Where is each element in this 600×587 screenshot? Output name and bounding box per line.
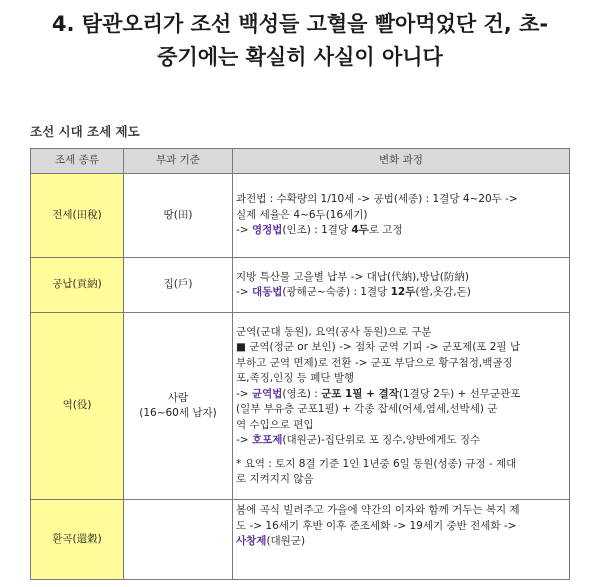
change-line (236, 356, 565, 372)
change-text: 실제 세율은 4~6두(16세기) (236, 208, 368, 221)
law-name: 영정법 (251, 224, 283, 237)
change-text: (대원군) (266, 535, 306, 547)
change-text: -> (236, 387, 252, 400)
tax-kind-cell: 환곡(還穀) (31, 500, 124, 580)
change-text: (1결당 2두) + 선무군관포 (398, 387, 521, 400)
change-text: -> (236, 286, 252, 298)
change-text: (대원군)-집단위로 포 징수,양반에게도 징수 (282, 434, 481, 446)
headline-line-1: 4. 탐관오리가 조선 백성들 고혈을 빨아먹었단 건, 초- (51, 12, 549, 36)
tax-kind-cell: 공납(貢納) (31, 258, 124, 313)
change-line (236, 208, 565, 224)
emphasis-text: 4두 (351, 224, 369, 237)
change-line (236, 519, 565, 535)
change-line (236, 223, 565, 239)
basis-subtext: (16~60세 남자) (139, 407, 217, 419)
basis-text: 사람 (167, 391, 189, 404)
table-row (31, 174, 570, 258)
tax-kind-cell: 역(役) (31, 313, 124, 500)
change-line (236, 371, 565, 387)
table-header-row (31, 149, 570, 174)
change-text: -> (236, 224, 252, 237)
change-line (236, 433, 565, 449)
emphasis-text: 군포 1필 + 결작 (321, 387, 399, 400)
change-line (236, 534, 565, 550)
basis-cell (124, 500, 233, 580)
change-text: 포,족징,인징 등 폐단 발행 (236, 372, 355, 384)
change-line (236, 387, 565, 403)
change-text: 군역(군대 동원), 요역(공사 동원)으로 구분 (236, 325, 432, 338)
change-text: (광해군~숙종) : 1결당 (282, 286, 391, 298)
tax-kind-cell: 전세(田稅) (31, 174, 124, 258)
change-cell (233, 500, 570, 580)
change-text: ■ 군역(정군 or 보인) -> 점차 군역 기피 -> 군포제(포 2필 납 (236, 341, 521, 353)
table-row (31, 258, 570, 313)
change-cell (233, 258, 570, 313)
change-text: 지방 특산물 고을별 납부 -> 대납(代納),방납(防納) (236, 270, 469, 283)
change-line (236, 285, 565, 301)
table-row (31, 500, 570, 580)
tax-system-table (30, 148, 570, 580)
change-line (236, 192, 565, 208)
change-text: -> (236, 434, 252, 446)
change-cell (233, 313, 570, 500)
header-change: 변화 과정 (233, 149, 570, 174)
change-line (236, 340, 565, 356)
law-name: 대동법 (251, 286, 283, 298)
table-subtitle: 조선 시대 조세 제도 (30, 124, 140, 139)
law-name: 사창제 (236, 535, 267, 547)
basis-cell: 땅(田) (124, 174, 233, 258)
header-tax-kind: 조세 종류 (31, 149, 124, 174)
change-line (236, 402, 565, 418)
change-line (236, 325, 565, 341)
law-name: 호포제 (251, 434, 283, 446)
change-text: 역 수입으로 편입 (236, 418, 314, 431)
table-row (31, 313, 570, 500)
change-text: (쌀,옷감,돈) (415, 286, 471, 298)
change-text: 로 고정 (368, 224, 403, 237)
change-line (236, 472, 565, 488)
change-text: * 요역 : 토지 8결 기준 1인 1년중 6일 동원(성종) 규정 - 제대 (236, 457, 517, 470)
change-text: (일부 부유층 군포1필) + 각종 잡세(어세,염세,선박세) 군 (236, 403, 498, 415)
basis-cell: 집(戶) (124, 258, 233, 313)
change-text: 로 지켜지지 않음 (236, 473, 314, 485)
change-text: (영조) : (282, 387, 322, 400)
change-line (236, 457, 565, 473)
change-cell (233, 174, 570, 258)
change-text: (인조) : 1결당 (282, 224, 352, 237)
emphasis-text: 12두 (390, 286, 416, 298)
change-line (236, 418, 565, 434)
change-line (236, 449, 565, 457)
headline-line-2: 중기에는 확실히 사실이 아니다 (157, 45, 443, 69)
change-text: 과전법 : 수확량의 1/10세 -> 공법(세종) : 1결당 4~20두 -> (236, 193, 518, 206)
change-text: 도 -> 16세기 후반 이후 준조세화 -> 19세기 중반 전세화 -> (236, 519, 517, 532)
change-line (236, 270, 565, 286)
law-name: 균역법 (251, 387, 283, 400)
header-basis: 부과 기준 (124, 149, 233, 174)
change-text: 부하고 군역 면제)로 전환 -> 군포 부담으로 황구첨정,백골징 (236, 356, 513, 369)
change-text: 봄에 곡식 빌려주고 가을에 약간의 이자와 함께 거두는 복지 제 (236, 504, 520, 516)
change-line (236, 503, 565, 519)
headline (0, 8, 600, 74)
basis-cell (124, 313, 233, 500)
